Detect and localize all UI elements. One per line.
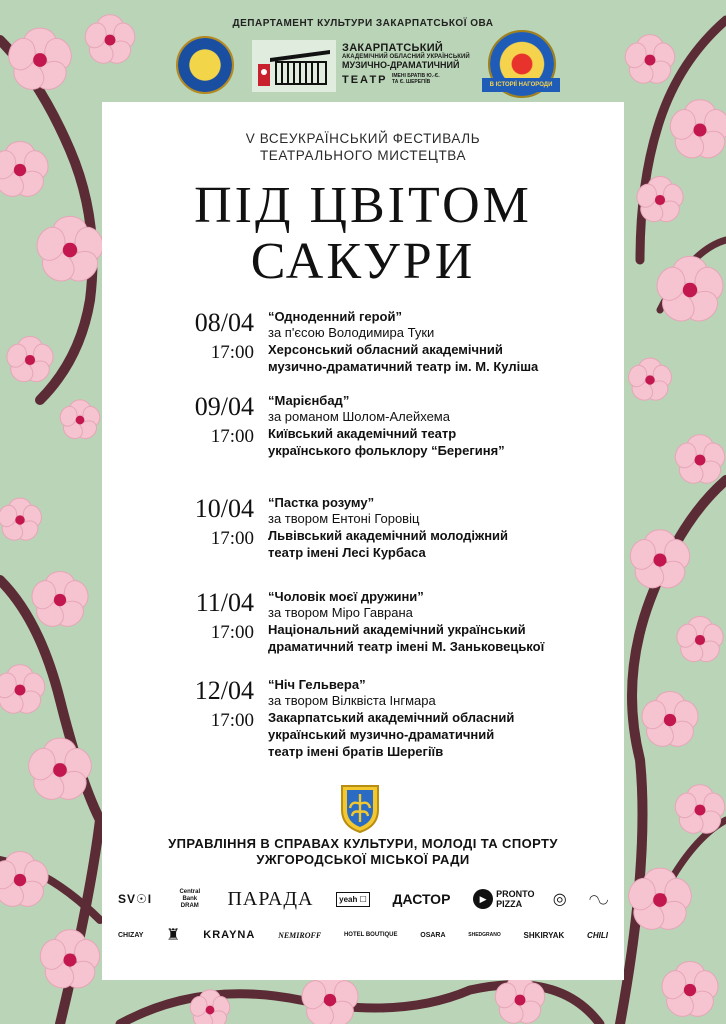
event-author: за твором Вілквіста Інгмара bbox=[268, 693, 436, 708]
sponsor-logo bbox=[473, 889, 535, 909]
event-time: 17:00 bbox=[210, 622, 254, 643]
sponsor-name: HOTEL BOUTIQUE bbox=[343, 932, 398, 938]
theatre-name-line4: ТЕАТР bbox=[342, 74, 388, 86]
sponsor-logo bbox=[344, 932, 398, 938]
event-item bbox=[102, 308, 624, 388]
department-label: ДЕПАРТАМЕНТ КУЛЬТУРИ ЗАКАРПАТСЬКОЇ ОВА bbox=[232, 18, 494, 29]
event-item bbox=[102, 494, 624, 574]
event-item bbox=[102, 588, 624, 668]
sponsor-logo bbox=[589, 892, 607, 906]
sponsor-logo bbox=[166, 925, 180, 945]
sponsor-logo bbox=[175, 889, 205, 910]
organizer-line1: УПРАВЛІННЯ В СПРАВАХ КУЛЬТУРИ, МОЛОДІ ТА СПОРТУ bbox=[168, 836, 558, 851]
event-info bbox=[268, 308, 608, 375]
sponsor-logo bbox=[227, 888, 313, 911]
event-company: Закарпатський академічний обласний bbox=[268, 710, 515, 725]
event-author: за п'єсою Володимира Туки bbox=[268, 325, 435, 340]
theatre-name-line5: ІМЕНІ БРАТІВ Ю.-Є. ТА Є. ШЕРЕГІЇВ bbox=[391, 72, 440, 85]
event-company: театр імені Лесі Курбаса bbox=[268, 545, 426, 560]
play-icon: ▶ bbox=[473, 889, 493, 909]
event-time: 17:00 bbox=[210, 528, 254, 549]
event-info bbox=[268, 676, 608, 760]
sponsor-logo bbox=[553, 889, 567, 909]
sponsor-name: OSARA bbox=[420, 931, 446, 939]
event-company: драматичний театр імені М. Заньковецької bbox=[268, 639, 545, 654]
sponsor-name: yeah ☐ bbox=[336, 892, 370, 907]
organizer-line2: УЖГОРОДСЬКОЇ МІСЬКОЇ РАДИ bbox=[256, 852, 470, 867]
uzhhorod-coat-of-arms bbox=[336, 782, 384, 834]
sponsor-name: PRONTO PIZZA bbox=[496, 889, 535, 909]
sponsor-name: ПАРАДА bbox=[227, 887, 314, 910]
sponsor-name: ◎ bbox=[552, 891, 567, 908]
sponsor-logo bbox=[278, 931, 321, 940]
sponsor-logos-row-2 bbox=[118, 920, 608, 950]
event-play: “Пастка розуму” bbox=[268, 495, 375, 510]
sponsor-logo bbox=[587, 931, 608, 940]
event-company: музично-драматичний театр ім. М. Куліша bbox=[268, 359, 539, 374]
sponsor-name: ◠◡ bbox=[589, 892, 608, 906]
theatre-name-line3: МУЗИЧНО-ДРАМАТИЧНИЙ bbox=[342, 60, 460, 70]
subtitle-line1: V ВСЕУКРАЇНСЬКИЙ ФЕСТИВАЛЬ bbox=[245, 131, 481, 146]
sponsor-name: ДАСТОР bbox=[392, 891, 451, 907]
theatre-building-logo bbox=[252, 40, 336, 92]
sponsor-name: ♜ bbox=[166, 927, 181, 944]
sponsor-name: Central Bank DRAM bbox=[179, 888, 201, 909]
event-time: 17:00 bbox=[210, 710, 254, 731]
sponsor-logos-row-1 bbox=[118, 882, 608, 916]
event-time: 17:00 bbox=[210, 342, 254, 363]
header bbox=[0, 0, 726, 100]
sponsor-name: NEMIROFF bbox=[278, 930, 322, 940]
sponsor-logo bbox=[420, 932, 445, 939]
theatre-name-line2: АКАДЕМІЧНИЙ ОБЛАСНИЙ УКРАЇНСЬКИЙ bbox=[342, 54, 470, 60]
festival-title bbox=[102, 178, 624, 290]
event-play: “Чоловік моєї дружини” bbox=[268, 589, 424, 604]
event-company: Львівський академічний молодіжний bbox=[268, 528, 509, 543]
festival-emblem-logo bbox=[176, 36, 234, 94]
event-info bbox=[268, 494, 608, 561]
event-author: за романом Шолом-Алейхема bbox=[268, 409, 450, 424]
event-company: Херсонський обласний академічний bbox=[268, 342, 503, 357]
event-company: театр імені братів Шерегіїв bbox=[268, 744, 444, 759]
title-line2: САКУРИ bbox=[250, 233, 476, 290]
event-date: 11/04 bbox=[195, 588, 254, 617]
event-play: “Одноденний герой” bbox=[268, 309, 402, 324]
event-play: “Ніч Гельвера” bbox=[268, 677, 366, 692]
sponsor-name: SV☉I bbox=[118, 892, 153, 906]
event-author: за твором Ентоні Горовіц bbox=[268, 511, 420, 526]
sponsor-logo bbox=[203, 929, 255, 941]
event-date: 08/04 bbox=[194, 308, 254, 337]
event-time: 17:00 bbox=[210, 426, 254, 447]
sponsor-name: CHIZAY bbox=[118, 931, 144, 939]
sponsor-logo bbox=[524, 931, 565, 940]
event-info bbox=[268, 588, 608, 655]
theatre-name bbox=[342, 42, 482, 88]
program-panel bbox=[102, 102, 624, 980]
event-info bbox=[268, 392, 608, 459]
event-item bbox=[102, 676, 624, 759]
sponsor-name: SHKIRYAK bbox=[523, 930, 565, 940]
award-ribbon: В ІСТОРІЇ НАГОРОДИ bbox=[482, 78, 560, 92]
event-date: 09/04 bbox=[194, 392, 254, 421]
sponsor-name: SHEDGRANO bbox=[468, 932, 501, 938]
sponsor-logo bbox=[468, 932, 501, 938]
sponsor-logo bbox=[118, 932, 143, 939]
event-company: Національний академічний український bbox=[268, 622, 526, 637]
event-company: український музично-драматичний bbox=[268, 727, 495, 742]
organizer-name bbox=[102, 836, 624, 868]
event-date: 10/04 bbox=[194, 494, 254, 523]
subtitle-line2: ТЕАТРАЛЬНОГО МИСТЕЦТВА bbox=[259, 148, 467, 163]
event-date: 12/04 bbox=[194, 676, 254, 705]
festival-subtitle bbox=[102, 130, 624, 164]
sponsor-logo bbox=[392, 891, 450, 907]
sponsor-name: CHILI bbox=[587, 930, 608, 940]
event-author: за твором Міро Гаврана bbox=[268, 605, 413, 620]
sponsor-logo bbox=[336, 892, 370, 907]
event-item bbox=[102, 392, 624, 472]
event-company: Київський академічний театр bbox=[268, 426, 457, 441]
sponsor-logo bbox=[118, 892, 152, 906]
title-line1: ПІД ЦВІТОМ bbox=[194, 177, 532, 234]
event-company: українського фольклору “Берегиня” bbox=[268, 443, 505, 458]
event-play: “Марієнбад” bbox=[268, 393, 350, 408]
theatre-name-line1: ЗАКАРПАТСЬКИЙ bbox=[342, 42, 444, 54]
sponsor-name: KRAYNA bbox=[203, 929, 256, 941]
